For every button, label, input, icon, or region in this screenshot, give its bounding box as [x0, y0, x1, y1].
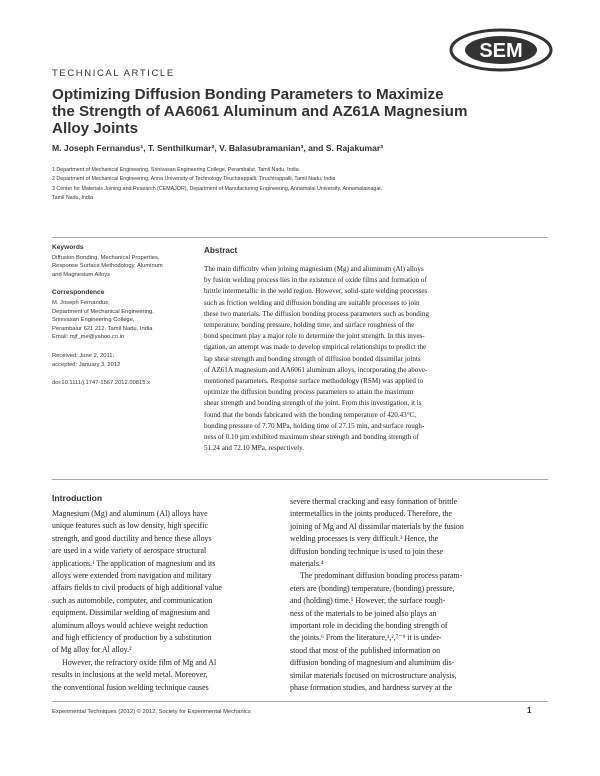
body-line: affairs fields to civil products of high additional value — [52, 583, 222, 593]
body-line: aluminum alloys would achieve weight reduction — [52, 620, 208, 630]
abstract-line: brittle intermetallic in the weld region. However, solid-state welding processes — [204, 287, 428, 296]
sidebar — [52, 244, 192, 388]
correspondence-line: M. Joseph Fernandus, — [52, 299, 110, 306]
abstract-line: mentioned parameters. Response surface methodology (RSM) was applied to — [204, 377, 424, 386]
sem-logo — [446, 26, 556, 74]
abstract-line: lap shear strength and bonding strength of diffusion bonded dissimilar joints — [204, 354, 421, 363]
abstract-line: found that the bonds fabricated with the bonding temperature of 420.43°C, — [204, 410, 417, 419]
abstract-line: such as friction welding and diffusion bonding are suitable processes to join — [204, 298, 420, 307]
body-line: strength, and good ductility and hence these alloys — [52, 533, 212, 543]
title-line: the Strength of AA6061 Aluminum and AZ61A Magnesium — [52, 103, 468, 120]
body-line: of Mg alloy for Al alloy.² — [52, 645, 132, 655]
footer-citation: Experimental Techniques (2012) © 2012, Society for Experimental Mechanics — [52, 709, 251, 715]
keywords-block — [52, 244, 192, 279]
body-line: applications.¹ The application of magnesium and its — [52, 558, 216, 568]
body-line: Magnesium (Mg) and aluminum (Al) alloys have — [52, 509, 208, 518]
body-line: The predominant diffusion bonding process param- — [300, 571, 463, 581]
page-number: 1 — [527, 706, 532, 715]
body-line: and high efficiency of production by a substitution — [52, 633, 212, 643]
affiliations — [52, 166, 562, 204]
abstract-line: 51.24 and 72.10 MPa, respectively. — [204, 444, 305, 453]
keywords-line: Response Surface Methodology, Aluminum — [52, 263, 163, 270]
abstract-line: The main difficulty when joining magnesium (Mg) and aluminum (Al) alloys — [204, 265, 424, 273]
body-line: joining of Mg and Al dissimilar materials by the fusion — [290, 521, 464, 531]
body-line: results in inclusions at the weld metal. Moreover, — [52, 670, 208, 680]
abstract-line: these two materials. The diffusion bonding process parameters such as bonding — [204, 309, 429, 318]
paper-title — [52, 86, 472, 137]
body-line: diffusion bonding of magnesium and aluminum dis- — [290, 658, 455, 668]
body-line: such as automobile, computer, and communication — [52, 595, 213, 605]
keywords-line: and Magnesium Alloys — [52, 271, 110, 278]
correspondence-line: Department of Mechanical Engineering, — [52, 308, 154, 315]
body-line: alloys were extended from navigation and military — [52, 571, 212, 581]
abstract-line: optimize the diffusion bonding process parameters to attain the maximum — [204, 388, 414, 397]
body-line: severe thermal cracking and easy formation of brittle — [290, 497, 458, 506]
body-line: ness of the materials to be joined also plays an — [290, 608, 437, 618]
abstract-line: temperature, bonding pressure, holding time, and surface roughness of the — [204, 321, 415, 330]
footer-divider — [52, 701, 548, 702]
body-line: phase formation studies, and hardness survey at the — [290, 683, 453, 693]
affiliation: 2 Department of Mechanical Engineering, Anna University of Technology Tiruchirappalli, Tiruchirappalli, Tamil Nadu, India — [52, 176, 336, 183]
doi[interactable]: doi:10.1111/j.1747-1567.2012.00815.x — [52, 380, 150, 387]
body-line: equipment. Dissimilar welding of magnesium and — [52, 608, 210, 618]
correspondence-heading: Correspondence — [52, 289, 105, 297]
article-type: TECHNICAL ARTICLE — [52, 68, 175, 79]
body-line: materials.⁴ — [290, 559, 324, 569]
body-line: unique features such as low density, high specific — [52, 521, 208, 531]
introduction-heading: Introduction — [52, 493, 103, 503]
keywords-line: Diffusion Bonding, Mechanical Properties, — [52, 254, 160, 261]
received-date: Received: June 2, 2011; — [52, 352, 115, 359]
body-line: diffusion bonding technique is used to join these — [290, 546, 444, 556]
abstract-line: ness of 0.10 µm exhibited maximum shear strength and bonding strength of — [204, 433, 419, 442]
body-line: are used in a wide variety of aerospace structural — [52, 546, 207, 556]
body-line: the joints.⁶ From the literature,¹,²,⁷⁻⁹ it is under- — [290, 633, 442, 643]
abstract-line: shear strength and bonding strength of the joint. From this investigation, it is — [204, 399, 422, 408]
body-line: eters are (bonding) temperature, (bonding) pressure, — [290, 583, 455, 593]
affiliation: Tamil Nadu, India — [52, 195, 93, 202]
abstract-line: bond specimen play a major role to determine the joint strength. In this inves- — [204, 332, 425, 341]
body-line: intermetallics in the joints produced. Therefore, the — [290, 509, 452, 519]
abstract-line: of AZ61A magnesium and AA6061 aluminum alloys, incorporating the above- — [204, 365, 428, 374]
body-column-right — [290, 496, 548, 695]
body-column-left — [52, 508, 292, 694]
sem-logo-text: SEM — [479, 40, 523, 62]
body-line: similar materials focused on microstructure analysis, — [290, 670, 457, 680]
affiliation: 3 Center for Materials Joining and Research (CEMAJOR), Department of Manufacturing Engineering, Annamalai University, Annamalainagar, — [52, 185, 383, 192]
body-line: the conventional fusion welding technique causes — [52, 682, 209, 692]
affiliation: 1 Department of Mechanical Engineering, Srinivasan Engineering College, Perambalur, Tamil Nadu, India — [52, 167, 299, 173]
keywords-heading: Keywords — [52, 244, 84, 251]
correspondence-line: Perambalur 621 212, Tamil Nadu, India — [52, 325, 153, 332]
author-list: M. Joseph Fernandus¹, T. Senthilkumar², V. Balasubramanian³, and S. Rajakumar³ — [52, 143, 384, 153]
correspondence-line: Srinivasan Engineering College, — [52, 317, 135, 324]
abstract-line: by fusion welding process lies in the existence of oxide films and formation of — [204, 276, 427, 285]
body-line: and (holding) time.⁵ However, the surface rough- — [290, 596, 446, 606]
abstract-heading: Abstract — [204, 246, 238, 255]
accepted-date: accepted: January 3, 2012 — [52, 361, 121, 368]
divider — [52, 237, 548, 238]
abstract-line: bonding pressure of 7.70 MPa, holding time of 27.15 min, and surface rough- — [204, 421, 425, 430]
abstract-text — [204, 264, 552, 454]
title-line: Alloy Joints — [52, 120, 139, 137]
body-line: stood that most of the published information on — [290, 645, 441, 655]
dates-block — [52, 352, 192, 369]
body-line: welding processes is very difficult.³ Hence, the — [290, 534, 439, 544]
abstract-line: tigation, an attempt was made to develop empirical relationships to predict the — [204, 343, 427, 352]
body-line: However, the refractory oxide film of Mg and Al — [62, 657, 217, 667]
correspondence-block — [52, 289, 192, 342]
correspondence-email[interactable]: Email: mjf_me@yahoo.co.in — [52, 334, 125, 341]
body-line: important role in deciding the bonding strength of — [290, 621, 448, 631]
title-line: Optimizing Diffusion Bonding Parameters to Maximize — [52, 86, 444, 103]
divider — [52, 479, 548, 480]
